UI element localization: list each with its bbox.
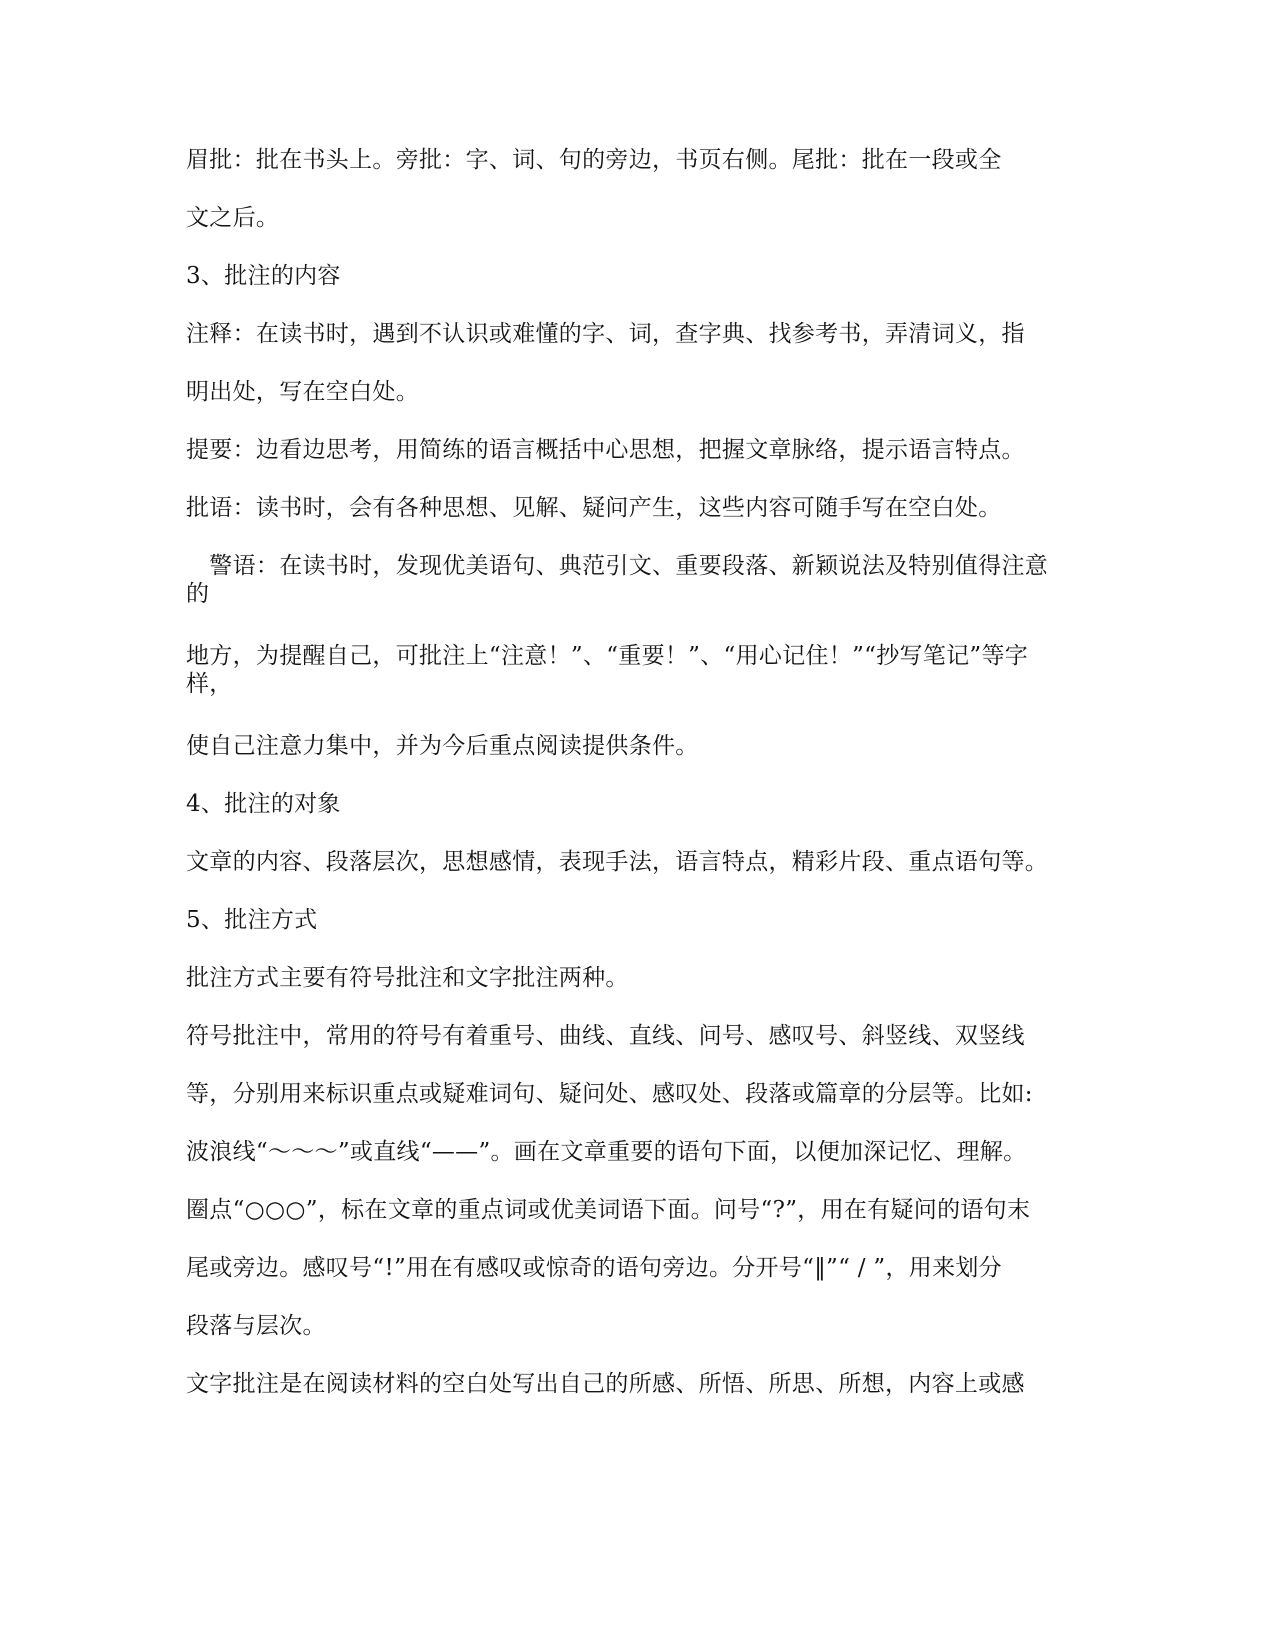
- paragraph-line: 圈点“○○○”，标在文章的重点词或优美词语下面。问号“?”，用在有疑问的语句末: [186, 1197, 1031, 1223]
- paragraph-line: 使自己注意力集中，并为今后重点阅读提供条件。: [186, 733, 699, 759]
- paragraph-line: 注释：在读书时，遇到不认识或难懂的字、词，查字典、找参考书，弄清词义，指: [186, 321, 1025, 347]
- paragraph-line: 警语：在读书时，发现优美语句、典范引文、重要段落、新颖说法及特别值得注意的: [186, 553, 1049, 607]
- paragraph-line: 提要：边看边思考，用简练的语言概括中心思想，把握文章脉络，提示语言特点。: [186, 437, 1025, 463]
- paragraph-line: 地方，为提醒自己，可批注上“注意！”、“重要！”、“用心记住！”“抄写笔记”等字样，: [186, 643, 1029, 697]
- paragraph-line: 符号批注中，常用的符号有着重号、曲线、直线、问号、感叹号、斜竖线、双竖线: [186, 1023, 1025, 1049]
- paragraph-line: 段落与层次。: [186, 1313, 326, 1339]
- paragraph-line: 等，分别用来标识重点或疑难词句、疑问处、感叹处、段落或篇章的分层等。比如:: [186, 1081, 1033, 1107]
- paragraph-line: 批语：读书时，会有各种思想、见解、疑问产生，这些内容可随手写在空白处。: [186, 495, 1002, 521]
- paragraph-line: 文章的内容、段落层次，思想感情，表现手法，语言特点，精彩片段、重点语句等。: [186, 849, 1049, 875]
- section-heading: 5、批注方式: [186, 907, 318, 933]
- paragraph-line: 眉批：批在书头上。旁批：字、词、句的旁边，书页右侧。尾批：批在一段或全: [186, 147, 1002, 173]
- section-heading: 3、批注的内容: [186, 263, 341, 289]
- paragraph-line: 尾或旁边。感叹号“!”用在有感叹或惊奇的语句旁边。分开号“‖”“ / ”，用来划分: [186, 1255, 1002, 1281]
- paragraph-line: 文之后。: [186, 205, 280, 231]
- paragraph-line: 批注方式主要有符号批注和文字批注两种。: [186, 965, 629, 991]
- paragraph-line: 文字批注是在阅读材料的空白处写出自己的所感、所悟、所思、所想，内容上或感: [186, 1371, 1025, 1397]
- paragraph-line: 明出处，写在空白处。: [186, 379, 419, 405]
- paragraph-line: 波浪线“～～～”或直线“——”。画在文章重要的语句下面，以便加深记忆、理解。: [186, 1139, 1027, 1165]
- section-heading: 4、批注的对象: [186, 791, 341, 817]
